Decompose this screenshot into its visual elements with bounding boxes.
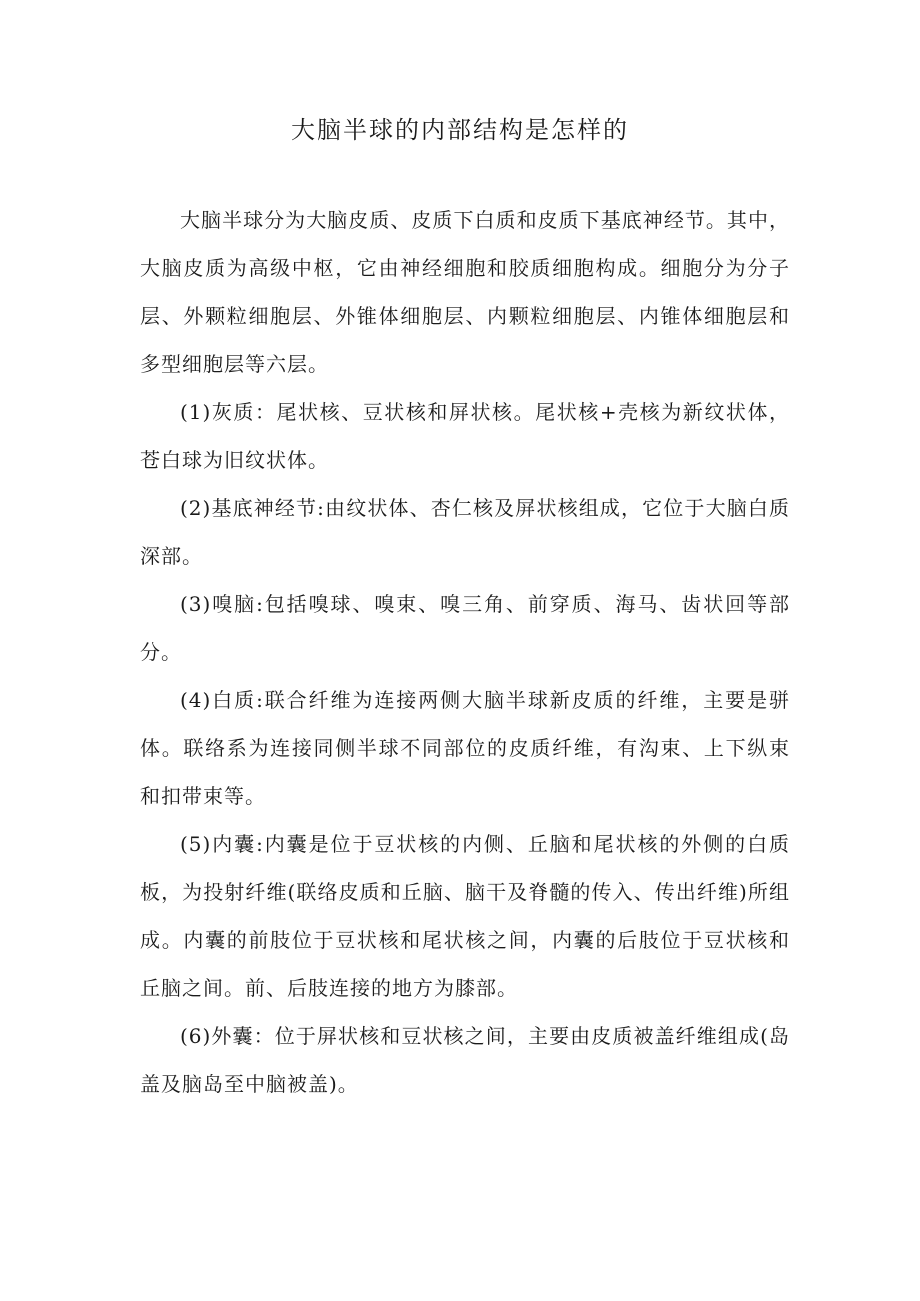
paragraph-gray-matter: (1)灰质：尾状核、豆状核和屏状核。尾状核+壳核为新纹状体，苍白球为旧纹状体。 [140,400,790,472]
paragraph-rhinencephalon: (3)嗅脑:包括嗅球、嗅束、嗅三角、前穿质、海马、齿状回等部分。 [140,592,790,664]
document-body [140,196,790,1108]
paragraph-internal-capsule: (5)内囊:内囊是位于豆状核的内侧、丘脑和尾状核的外侧的白质板，为投射纤维(联络皮质和丘脑、脑干及脊髓的传入、传出纤维)所组成。内囊的前肢位于豆状核和尾状核之间，内囊的后肢位于豆状核和丘脑之间。前、后肢连接的地方为膝部。 [140,832,790,1000]
paragraph-white-matter: (4)白质:联合纤维为连接两侧大脑半球新皮质的纤维，主要是骈体。联络系为连接同侧半球不同部位的皮质纤维，有沟束、上下纵束和扣带束等。 [140,688,790,808]
paragraph-intro: 大脑半球分为大脑皮质、皮质下白质和皮质下基底神经节。其中，大脑皮质为高级中枢，它由神经细胞和胶质细胞构成。细胞分为分子层、外颗粒细胞层、外锥体细胞层、内颗粒细胞层、内锥体细胞层和多型细胞层等六层。 [140,208,790,376]
document-title: 大脑半球的内部结构是怎样的 [291,116,629,144]
paragraph-external-capsule: (6)外囊：位于屏状核和豆状核之间，主要由皮质被盖纤维组成(岛盖及脑岛至中脑被盖)。 [140,1024,790,1096]
paragraph-basal-ganglia: (2)基底神经节:由纹状体、杏仁核及屏状核组成，它位于大脑白质深部。 [140,496,790,568]
